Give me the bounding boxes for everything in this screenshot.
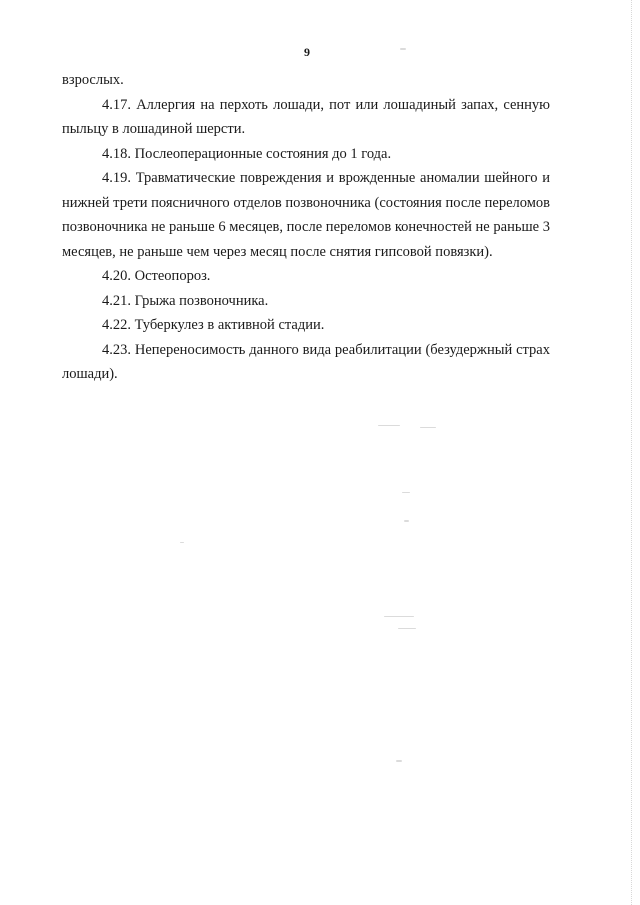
paragraph-4-20: 4.20. Остеопороз. — [102, 268, 211, 284]
scan-speck — [402, 492, 410, 493]
scan-speck — [396, 760, 402, 762]
scan-speck — [384, 616, 414, 617]
paragraph-4-21: 4.21. Грыжа позвоночника. — [102, 292, 269, 309]
page-number: 9 — [304, 45, 310, 59]
paragraph-4-23: 4.23. Непереносимость данного вида реабилитации (безудержный страх лошади). — [62, 341, 550, 382]
scan-edge-line — [630, 0, 632, 905]
document-body — [62, 68, 550, 387]
paragraph-4-18: 4.18. Послеоперационные состояния до 1 года. — [102, 145, 392, 162]
scan-speck — [180, 542, 184, 543]
paragraph-4-22: 4.22. Туберкулез в активной стадии. — [102, 317, 325, 333]
scan-speck — [400, 48, 406, 50]
scan-speck — [398, 628, 416, 629]
paragraph-4-19: 4.19. Травматические повреждения и врожденные аномалии шейного и нижней трети поясничного отделов позвоночника (состояния после переломов позвоночника не раньше 6 месяцев, после переломов конечностей не раньше 3 месяцев, не раньше чем через месяц после снятия гипсовой повязки). — [62, 170, 550, 260]
scan-speck — [378, 425, 400, 426]
scan-speck — [404, 520, 409, 522]
paragraph-continuation: взрослых. — [62, 72, 124, 88]
paragraph-4-17: 4.17. Аллергия на перхоть лошади, пот или лошадиный запах, сенную пыльцу в лошадиной шерсти. — [62, 96, 550, 137]
scan-speck — [420, 427, 436, 428]
